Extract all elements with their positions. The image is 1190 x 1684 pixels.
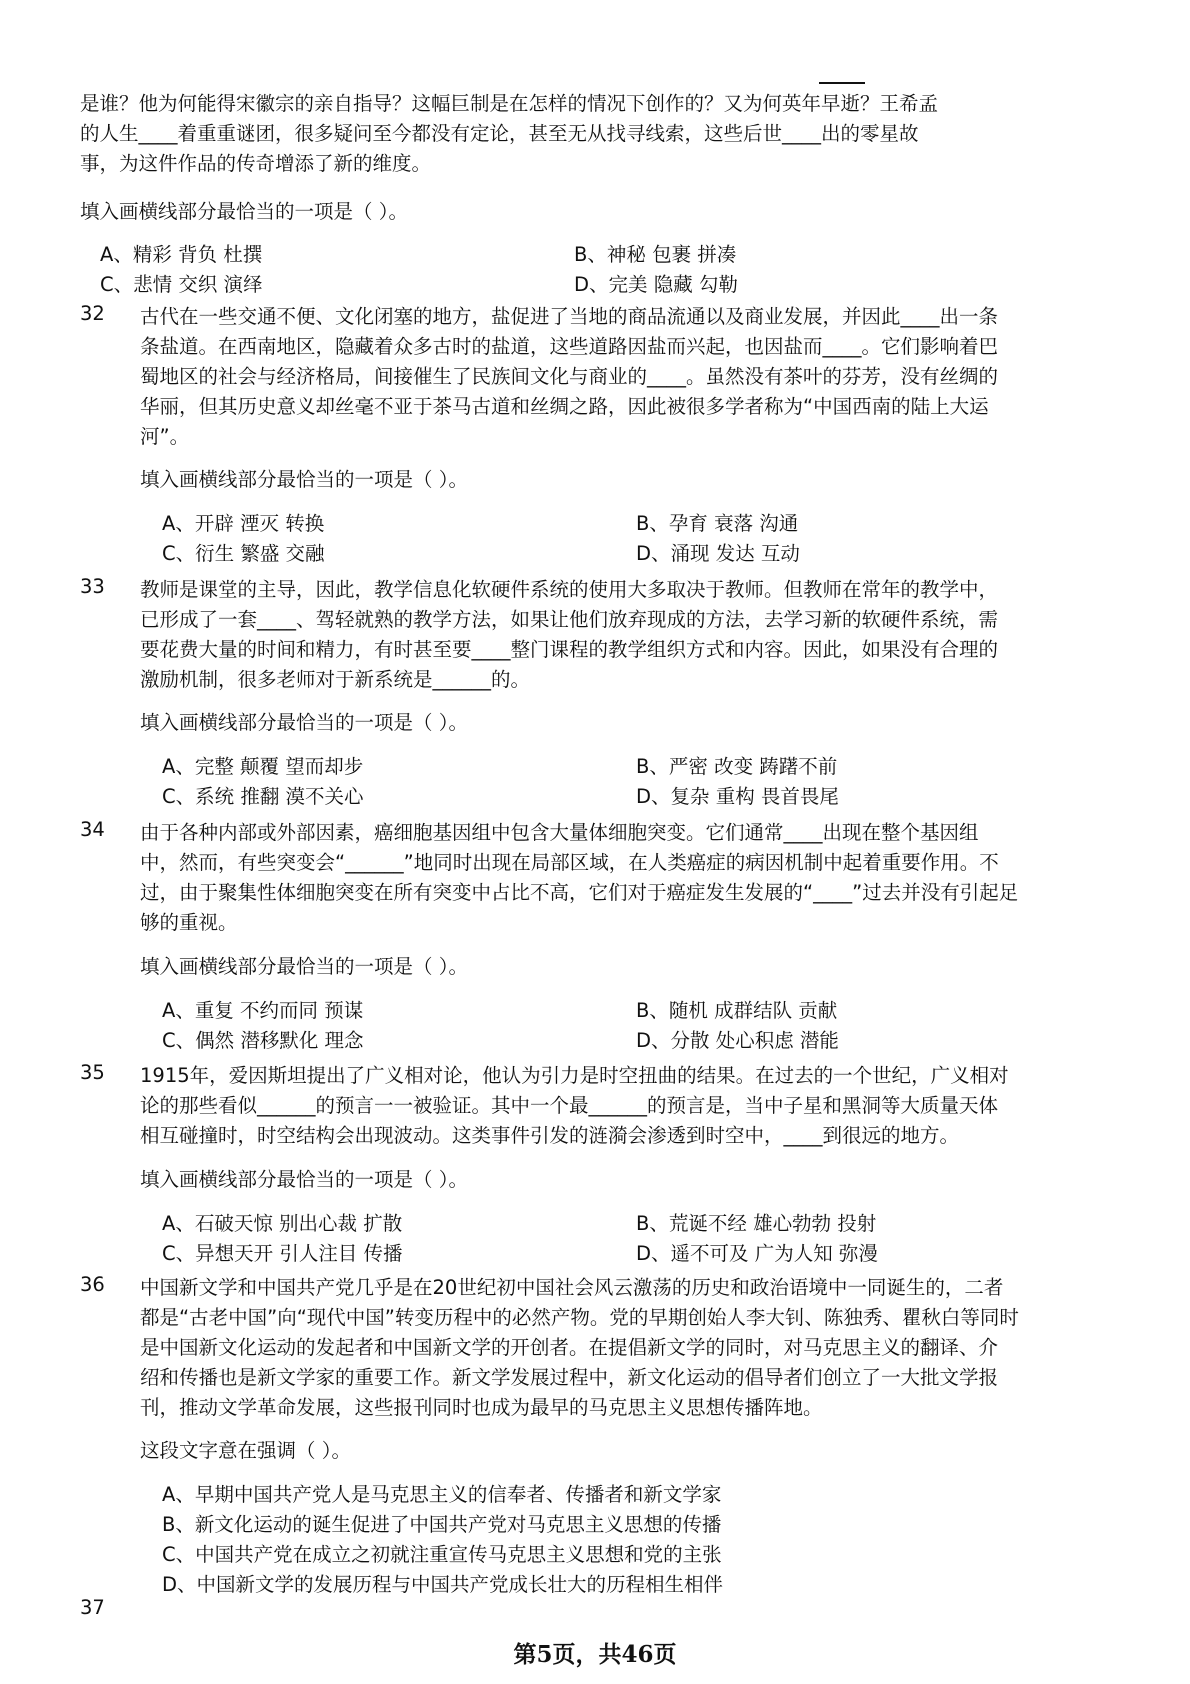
question-options [162, 1209, 1062, 1269]
question-stem [140, 1273, 1090, 1423]
stem-line: 华丽，但其历史意义却丝毫不亚于茶马古道和丝绸之路，因此被很多学者称为“中国西南的陆上大运 [140, 395, 989, 418]
question-prompt: 填入画横线部分最恰当的一项是（ ）。 [140, 1168, 468, 1191]
option-d[interactable]: D、复杂 重构 畏首畏尾 [636, 785, 839, 808]
question-number: 32 [80, 302, 105, 325]
stem-line: 的人生____着重重谜团，很多疑问至今都没有定论，甚至无从找寻线索，这些后世____出的零星故 [80, 122, 919, 145]
question-stem [140, 818, 1090, 938]
option-a[interactable]: A、开辟 湮灭 转换 [162, 512, 325, 535]
question-31-stem [80, 89, 1090, 179]
option-b[interactable]: B、随机 成群结队 贡献 [636, 999, 838, 1022]
stem-line: 够的重视。 [140, 911, 238, 934]
stem-line: 都是“古老中国”向“现代中国”转变历程中的必然产物。党的早期创始人李大钊、陈独秀、瞿秋白等同时 [140, 1306, 1019, 1329]
stem-line: 中，然而，有些突变会“______”地同时出现在局部区域，在人类癌症的病因机制中起着重要作用。不 [140, 851, 999, 874]
question-prompt: 填入画横线部分最恰当的一项是（ ）。 [140, 711, 468, 734]
stem-line: 蜀地区的社会与经济格局，间接催生了民族间文化与商业的____。虽然没有茶叶的芬芳，没有丝绸的 [140, 365, 999, 388]
option-c[interactable]: C、衍生 繁盛 交融 [162, 542, 325, 565]
stem-line: 条盐道。在西南地区，隐藏着众多古时的盐道，这些道路因盐而兴起，也因盐而____。它们影响着巴 [140, 335, 999, 358]
question-number: 33 [80, 575, 105, 598]
question-number: 36 [80, 1273, 105, 1296]
stem-line: 要花费大量的时间和精力，有时甚至要____整门课程的教学组织方式和内容。因此，如果没有合理的 [140, 638, 999, 661]
option-d[interactable]: D、中国新文学的发展历程与中国共产党成长壮大的历程相生相伴 [162, 1573, 724, 1596]
option-c[interactable]: C、系统 推翻 漠不关心 [162, 785, 364, 808]
stem-line: 过，由于聚集性体细胞突变在所有突变中占比不高，它们对于癌症发生发展的“____”过去并没有引起足 [140, 881, 1019, 904]
option-b[interactable]: B、神秘 包裹 拼凑 [574, 243, 737, 266]
option-a[interactable]: A、早期中国共产党人是马克思主义的信奉者、传播者和新文学家 [162, 1483, 722, 1506]
stem-line: 事，为这件作品的传奇增添了新的维度。 [80, 152, 432, 175]
option-c[interactable]: C、中国共产党在成立之初就注重宣传马克思主义思想和党的主张 [162, 1543, 722, 1566]
question-options [162, 996, 1062, 1056]
stem-line: 教师是课堂的主导，因此，教学信息化软硬件系统的使用大多取决于教师。但教师在常年的教学中， [140, 578, 999, 601]
option-a[interactable]: A、石破天惊 别出心裁 扩散 [162, 1212, 403, 1235]
option-d[interactable]: D、完美 隐藏 勾勒 [574, 273, 738, 296]
question-options [162, 752, 1062, 812]
question-prompt: 填入画横线部分最恰当的一项是（ ）。 [140, 955, 468, 978]
blank-underline [819, 82, 865, 84]
question-stem [140, 302, 1090, 452]
question-stem [140, 1061, 1090, 1151]
question-prompt: 填入画横线部分最恰当的一项是（ ）。 [140, 468, 468, 491]
stem-line: 是中国新文化运动的发起者和中国新文学的开创者。在提倡新文学的同时，对马克思主义的翻译、介 [140, 1336, 999, 1359]
question-number: 34 [80, 818, 105, 841]
stem-line: 河”。 [140, 425, 190, 448]
option-a[interactable]: A、精彩 背负 杜撰 [100, 243, 263, 266]
stem-line: 绍和传播也是新文学家的重要工作。新文学发展过程中，新文化运动的倡导者们创立了一大批文学报 [140, 1366, 999, 1389]
option-a[interactable]: A、完整 颠覆 望而却步 [162, 755, 364, 778]
question-prompt: 这段文字意在强调（ ）。 [140, 1439, 351, 1462]
question-number: 35 [80, 1061, 105, 1084]
stem-line: 中国新文学和中国共产党几乎是在20世纪初中国社会风云激荡的历史和政治语境中一同诞生的，二者 [140, 1276, 1004, 1299]
option-b[interactable]: B、严密 改变 踌躇不前 [636, 755, 838, 778]
option-b[interactable]: B、孕育 衰落 沟通 [636, 512, 799, 535]
option-a[interactable]: A、重复 不约而同 预谋 [162, 999, 364, 1022]
stem-line: 由于各种内部或外部因素，癌细胞基因组中包含大量体细胞突变。它们通常____出现在整个基因组 [140, 821, 979, 844]
option-d[interactable]: D、分散 处心积虑 潜能 [636, 1029, 839, 1052]
stem-line: 激励机制，很多老师对于新系统是______的。 [140, 668, 531, 691]
question-37-number: 37 [80, 1596, 105, 1619]
question-31-options [100, 240, 1000, 300]
option-b[interactable]: B、新文化运动的诞生促进了中国共产党对马克思主义思想的传播 [162, 1513, 722, 1536]
stem-line: 是谁？他为何能得宋徽宗的亲自指导？这幅巨制是在怎样的情况下创作的？又为何英年早逝？王希孟 [80, 92, 939, 115]
option-d[interactable]: D、涌现 发达 互动 [636, 542, 800, 565]
question-options [162, 509, 1062, 569]
option-d[interactable]: D、遥不可及 广为人知 弥漫 [636, 1242, 878, 1265]
option-c[interactable]: C、悲情 交织 演绎 [100, 273, 263, 296]
question-31-prompt: 填入画横线部分最恰当的一项是（ ）。 [80, 200, 408, 223]
stem-line: 1915年，爱因斯坦提出了广义相对论，他认为引力是时空扭曲的结果。在过去的一个世纪，广义相对 [140, 1064, 1009, 1087]
stem-line: 相互碰撞时，时空结构会出现波动。这类事件引发的涟漪会渗透到时空中，____到很远的地方。 [140, 1124, 960, 1147]
stem-line: 已形成了一套____、驾轻就熟的教学方法，如果让他们放弃现成的方法，去学习新的软硬件系统，需 [140, 608, 999, 631]
option-c[interactable]: C、偶然 潜移默化 理念 [162, 1029, 364, 1052]
stem-line: 刊，推动文学革命发展，这些报刊同时也成为最早的马克思主义思想传播阵地。 [140, 1396, 823, 1419]
stem-line: 论的那些看似______的预言一一被验证。其中一个最______的预言是，当中子星和黑洞等大质量天体 [140, 1094, 999, 1117]
option-c[interactable]: C、异想天开 引人注目 传播 [162, 1242, 403, 1265]
option-b[interactable]: B、荒诞不经 雄心勃勃 投射 [636, 1212, 877, 1235]
stem-line: 古代在一些交通不便、文化闭塞的地方，盐促进了当地的商品流通以及商业发展，并因此____出一条 [140, 305, 999, 328]
question-stem [140, 575, 1090, 695]
page-footer: 第5页，共46页 [513, 1641, 677, 1668]
question-options [162, 1480, 1062, 1600]
